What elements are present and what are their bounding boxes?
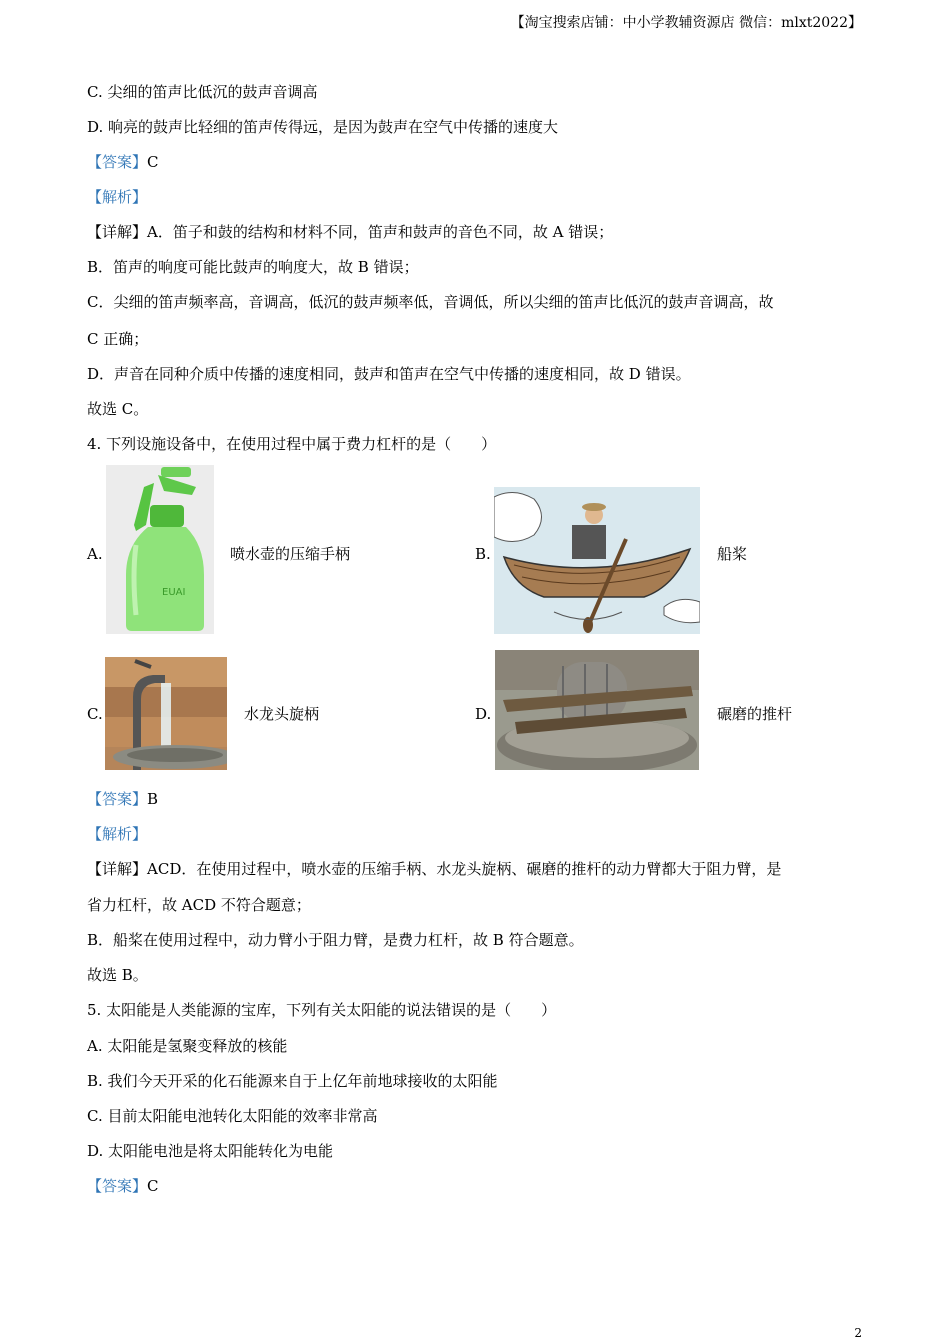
q4-answer (87, 789, 158, 809)
q4-option-c-label: 水龙头旋柄 (244, 705, 320, 723)
q5-option-d: D. 太阳能电池是将太阳能转化为电能 (87, 1142, 334, 1160)
q4-analysis-tag: 【解析】 (87, 825, 148, 843)
q3-detail-line-4: C 正确； (87, 330, 149, 348)
millstone-image (495, 650, 699, 770)
spray-bottle-image (106, 465, 214, 634)
q5-stem: 5. 太阳能是人类能源的宝库，下列有关太阳能的说法错误的是（ ） (87, 1001, 557, 1019)
q3-answer (87, 152, 159, 172)
faucet-icon (105, 657, 227, 770)
faucet-image (105, 657, 227, 770)
detail-tag: 【详解】 (87, 860, 148, 878)
q5-option-a: A. 太阳能是氢聚变释放的核能 (87, 1037, 288, 1055)
answer-tag: 【答案】 (87, 1177, 148, 1195)
q4-option-a-letter: A. (87, 545, 103, 563)
detail-tag: 【详解】 (87, 223, 148, 241)
spray-bottle-icon (106, 465, 214, 634)
q3-detail-line-5: D．声音在同种介质中传播的速度相同，鼓声和笛声在空气中传播的速度相同，故 D 错误。 (87, 365, 691, 383)
q5-answer (87, 1176, 159, 1196)
q5-option-b: B. 我们今天开采的化石能源来自于上亿年前地球接收的太阳能 (87, 1072, 498, 1090)
detail-text: A．笛子和鼓的结构和材料不同，笛声和鼓声的音色不同，故 A 错误； (147, 223, 614, 241)
page-header: 【淘宝搜索店铺：中小学教辅资源店 微信：mlxt2022】 (510, 15, 862, 31)
rowboat-image (494, 487, 700, 634)
q4-detail-line-3: B．船桨在使用过程中，动力臂小于阻力臂，是费力杠杆，故 B 符合题意。 (87, 931, 584, 949)
q5-option-c: C. 目前太阳能电池转化太阳能的效率非常高 (87, 1107, 378, 1125)
answer-value: C (147, 153, 159, 171)
detail-text: ACD．在使用过程中，喷水壶的压缩手柄、水龙头旋柄、碾磨的推杆的动力臂都大于阻力臂，是 (147, 860, 782, 878)
q3-option-c: C. 尖细的笛声比低沉的鼓声音调高 (87, 83, 318, 101)
q4-option-d-letter: D. (475, 705, 492, 723)
q4-option-b-letter: B. (475, 545, 491, 563)
millstone-icon (495, 650, 699, 770)
q4-option-c-letter: C. (87, 705, 103, 723)
q4-detail-line-1 (87, 859, 781, 879)
q4-option-b-label: 船桨 (717, 545, 748, 563)
answer-value: C (147, 1177, 159, 1195)
q3-detail-line-3: C．尖细的笛声频率高，音调高，低沉的鼓声频率低，音调低，所以尖细的笛声比低沉的鼓声音调高，故 (87, 293, 774, 311)
page-number: 2 (854, 1326, 862, 1340)
q3-analysis-tag: 【解析】 (87, 188, 148, 206)
q3-detail-line-2: B．笛声的响度可能比鼓声的响度大，故 B 错误； (87, 258, 419, 276)
q4-conclusion: 故选 B。 (87, 966, 148, 984)
rowboat-icon (494, 487, 700, 634)
q3-conclusion: 故选 C。 (87, 400, 149, 418)
q3-detail-line-1 (87, 222, 613, 242)
q4-option-d-label: 碾磨的推杆 (717, 705, 793, 723)
q3-option-d: D. 响亮的鼓声比轻细的笛声传得远，是因为鼓声在空气中传播的速度大 (87, 118, 559, 136)
q4-detail-line-2: 省力杠杆，故 ACD 不符合题意； (87, 896, 311, 914)
answer-tag: 【答案】 (87, 153, 148, 171)
q4-option-a-label: 喷水壶的压缩手柄 (230, 545, 351, 563)
bottle-brand-text: EUAI (162, 587, 186, 598)
answer-value: B (147, 790, 159, 808)
answer-tag: 【答案】 (87, 790, 148, 808)
q4-stem: 4. 下列设施设备中，在使用过程中属于费力杠杆的是（ ） (87, 435, 497, 453)
